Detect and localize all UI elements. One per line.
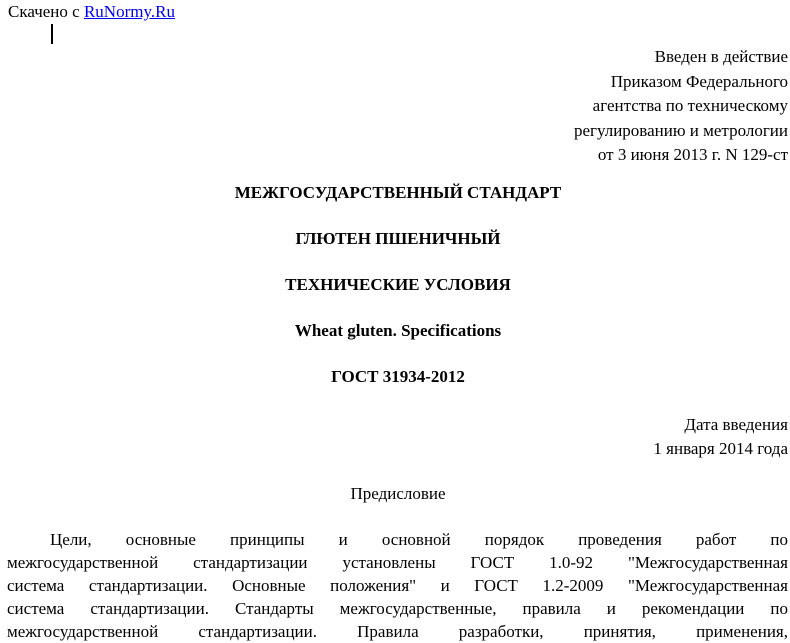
enactment-line: агентства по техническому [592, 96, 788, 115]
english-title: Wheat gluten. Specifications [294, 321, 502, 340]
enactment-line: регулированию и метрологии [573, 120, 788, 140]
enactment-line: Введен в действие [654, 47, 788, 66]
product-title: ГЛЮТЕН ПШЕНИЧНЫЙ [295, 229, 501, 248]
standard-code: ГОСТ 31934-2012 [331, 367, 465, 386]
source-prefix: Скачено с [8, 2, 84, 21]
preface-heading: Предисловие [350, 484, 446, 503]
document-subtitle: ТЕХНИЧЕСКИЕ УСЛОВИЯ [285, 275, 511, 294]
source-attribution [8, 2, 175, 22]
introduction-date-value: 1 января 2014 года [653, 439, 788, 458]
preface-paragraph [7, 528, 788, 643]
preface-line: Цели, основные принципы и основной порядок проведения работ по [50, 530, 788, 549]
preface-line: межгосударственной стандартизации установлены ГОСТ 1.0-92 "Межгосударственная [7, 553, 788, 572]
source-link[interactable]: RuNormy.Ru [83, 2, 175, 21]
standard-type-heading: МЕЖГОСУДАРСТВЕННЫЙ СТАНДАРТ [234, 183, 562, 202]
introduction-date-block [653, 413, 788, 461]
introduction-date-label: Дата введения [684, 415, 788, 434]
enactment-line: от 3 июня 2013 г. N 129-ст [597, 145, 788, 164]
enactment-line: Приказом Федерального [610, 71, 788, 91]
preface-line: система стандартизации. Стандарты межгосударственные, правила и рекомендации по [7, 599, 788, 618]
preface-line: система стандартизации. Основные положения" и ГОСТ 1.2-2009 "Межгосударственная [7, 576, 788, 595]
preface-line: межгосударственной стандартизации. Правила разработки, принятия, применения, [7, 622, 788, 641]
text-cursor [51, 24, 53, 44]
enactment-block [574, 45, 788, 168]
